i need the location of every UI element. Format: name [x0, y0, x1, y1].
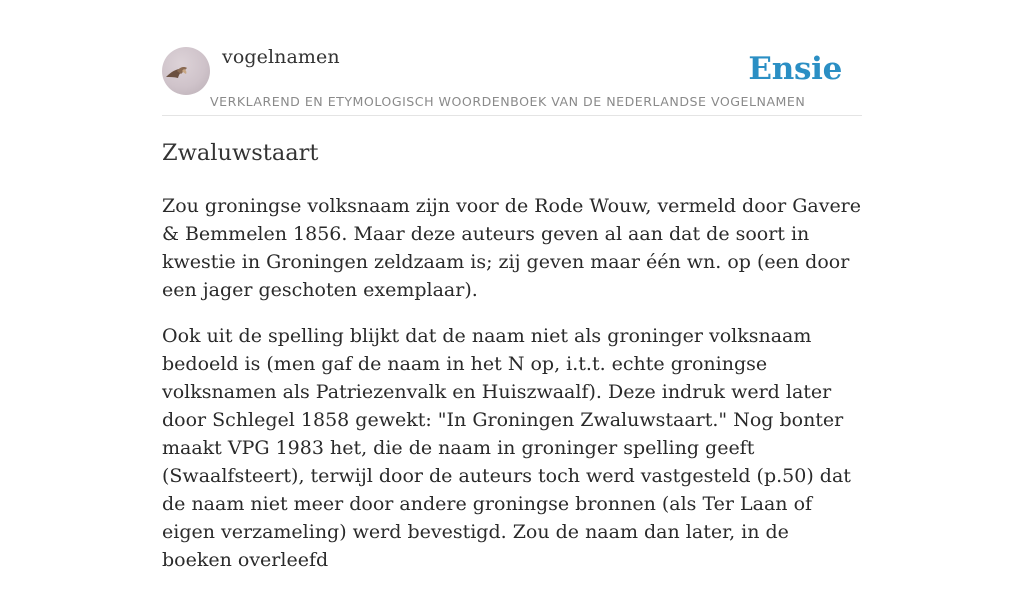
article-content	[162, 192, 862, 592]
bird-avatar-icon[interactable]	[162, 47, 210, 95]
ensie-logo[interactable]: Ensie	[748, 51, 842, 87]
article-paragraph: Zou groningse volksnaam zijn voor de Rode Wouw, vermeld door Gavere & Bemmelen 1856. Maar deze auteurs geven al aan dat de soort in kwestie in Groningen zeldzaam is; zij geven maar één wn. op (een door een jager geschoten exemplaar).	[162, 195, 862, 301]
site-header	[162, 0, 862, 116]
bird-icon	[162, 47, 210, 95]
site-name-link[interactable]: vogelnamen	[222, 46, 340, 68]
page-container	[162, 0, 862, 571]
article-title: Zwaluwstaart	[162, 140, 319, 166]
site-tagline: VERKLAREND EN ETYMOLOGISCH WOORDENBOEK VAN DE NEDERLANDSE VOGELNAMEN	[210, 94, 806, 109]
article-paragraph: Ook uit de spelling blijkt dat de naam niet als groninger volksnaam bedoeld is (men gaf de naam in het N op, i.t.t. echte groningse volksnamen als Patriezenvalk en Huiszwaalf). Deze indruk werd later door Schlegel 1858 gewekt: "In Groningen Zwaluwstaart." Nog bonter maakt VPG 1983 het, die de naam in groninger spelling geeft (Swaalfsteert), terwijl door de auteurs toch werd vastgesteld (p.50) dat de naam niet meer door andere groningse bronnen (als Ter Laan of eigen verzameling) werd bevestigd. Zou de naam dan later, in de boeken overleefd	[162, 325, 851, 571]
